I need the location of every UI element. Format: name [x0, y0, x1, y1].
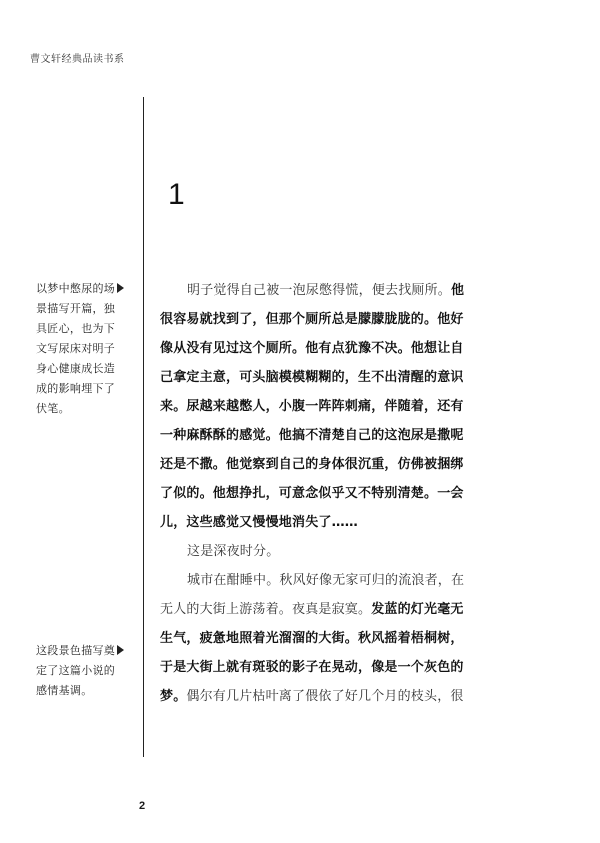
margin-note-line: 具匠心，也为下 — [36, 322, 116, 335]
text-line: 儿，这些感觉又慢慢地消失了…… — [160, 515, 359, 530]
chapter-number: 1 — [168, 178, 185, 211]
text-line: 像从没有见过这个厕所。他有点犹豫不决。他想让自 — [160, 341, 464, 356]
text-run: 他 — [451, 283, 465, 298]
triangle-pointer-icon — [117, 283, 124, 293]
margin-divider-line — [143, 97, 144, 757]
text-line: 这是深夜时分。 — [187, 544, 280, 559]
page-number: 2 — [139, 800, 146, 812]
text-line: 很容易就找到了，但那个厕所总是朦朦胧胧的。他好 — [160, 312, 464, 327]
text-line: 还是不撒。他觉察到自己的身体很沉重，仿佛被捆绑 — [160, 457, 464, 472]
margin-note-line: 成的影响埋下了 — [36, 382, 116, 395]
text-line: 城市在酣睡中。秋风好像无家可归的流浪者，在 — [187, 573, 465, 588]
margin-note-line: 身心健康成长造 — [36, 362, 116, 375]
margin-note-1 — [36, 279, 136, 419]
text-line — [160, 682, 490, 711]
text-line — [160, 276, 490, 305]
margin-note-line: 景描写开篇，独 — [36, 302, 116, 315]
annotated-text: 明子觉得自己被一泡尿憋得慌，便去找厕所。 — [187, 283, 452, 298]
margin-note-line — [36, 279, 136, 299]
text-line: 来。尿越来越憋人，小腹一阵阵刺痛，伴随着，还有 — [160, 399, 464, 414]
margin-note-text: 这段景色描写奠 — [36, 644, 116, 657]
margin-note-text: 以梦中憋尿的场 — [36, 282, 116, 295]
text-run: 梦。 — [160, 689, 187, 704]
margin-note-line: 文写尿床对明子 — [36, 342, 116, 355]
triangle-pointer-icon — [117, 645, 124, 655]
margin-note-line — [36, 641, 136, 661]
text-run: 发蓝的灯光毫无 — [371, 602, 464, 617]
margin-note-line: 定了这篇小说的 — [36, 664, 116, 677]
text-line: 于是大街上就有斑驳的影子在晃动，像是一个灰色的 — [160, 660, 464, 675]
text-line: 生气，疲惫地照着光溜溜的大街。秋风摇着梧桐树， — [160, 631, 464, 646]
text-line: 一种麻酥酥的感觉。他搞不清楚自己的这泡尿是撒呢 — [160, 428, 464, 443]
annotated-text: 无人的大街上游荡着。夜真是寂寞。 — [160, 602, 372, 617]
text-line: 了似的。他想挣扎，可意念似乎又不特别清楚。一会 — [160, 486, 464, 501]
margin-note-line: 伏笔。 — [36, 402, 70, 415]
chapter-body — [160, 276, 490, 711]
margin-note-2 — [36, 641, 136, 701]
annotated-text: 偶尔有几片枯叶离了偎依了好几个月的枝头，很 — [186, 689, 464, 704]
text-line — [160, 595, 490, 624]
series-title: 曹文轩经典品读书系 — [30, 54, 125, 65]
text-line: 己拿定主意，可头脑模模糊糊的，生不出清醒的意识 — [160, 370, 464, 385]
margin-note-line: 感情基调。 — [36, 684, 93, 697]
